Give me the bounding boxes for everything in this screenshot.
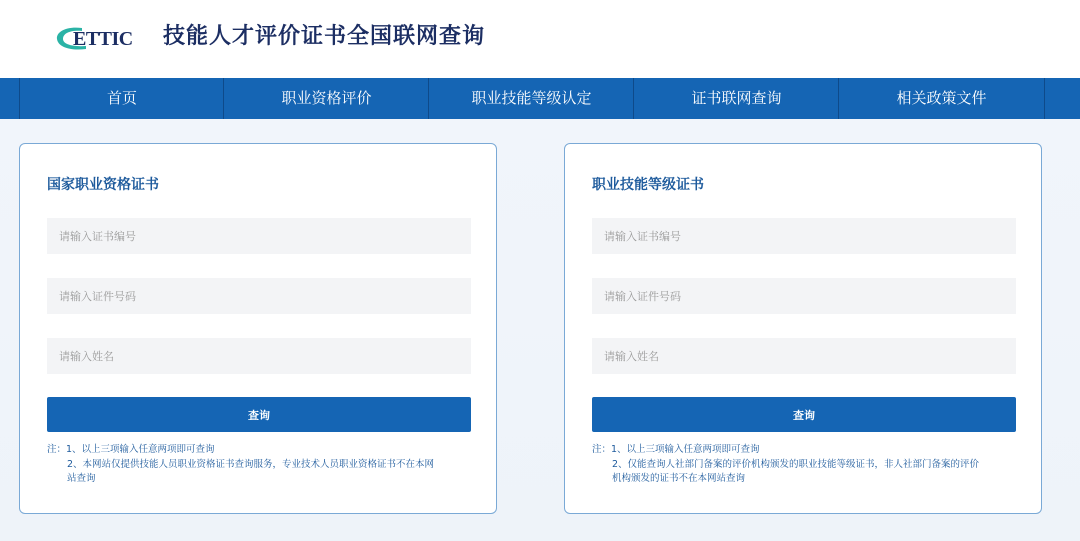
ettic-logo[interactable] [52,20,154,56]
note-line: 2、本网站仅提供技能人员职业资格证书查询服务，专业技术人员职业资格证书不在本网 [67,458,435,470]
note-line: 注：1、以上三项输入任意两项即可查询 [592,444,760,455]
certificate-number-input[interactable] [47,218,471,254]
name-input[interactable] [47,338,471,374]
nav-item-vocational-qualification[interactable]: 职业资格评价 [223,78,429,119]
note-line: 注：1、以上三项输入任意两项即可查询 [47,444,215,455]
note-line: 机构颁发的证书不在本网站查询 [612,473,746,484]
skill-level-certificate-card [564,143,1042,514]
note-line: 站查询 [67,473,96,484]
query-notes [47,443,477,487]
qualification-certificate-card [19,143,497,514]
svg-text:ETTIC: ETTIC [73,28,133,50]
nav-item-certificate-query[interactable]: 证书联网查询 [633,78,839,119]
nav-item-home[interactable]: 首页 [19,78,224,119]
site-header [0,0,1080,78]
query-notes [592,443,1022,487]
id-number-input[interactable] [592,278,1016,314]
certificate-number-input[interactable] [592,218,1016,254]
card-title: 国家职业资格证书 [47,177,159,193]
nav-item-skill-level-certification[interactable]: 职业技能等级认定 [428,78,634,119]
card-title: 职业技能等级证书 [592,177,704,193]
query-button[interactable]: 查询 [47,397,471,432]
name-input[interactable] [592,338,1016,374]
query-button[interactable]: 查询 [592,397,1016,432]
site-title: 技能人才评价证书全国联网查询 [163,24,486,49]
id-number-input[interactable] [47,278,471,314]
main-nav [0,78,1080,119]
note-line: 2、仅能查询人社部门备案的评价机构颁发的职业技能等级证书，非人社部门备案的评价 [612,458,980,470]
nav-item-policy-documents[interactable]: 相关政策文件 [838,78,1045,119]
